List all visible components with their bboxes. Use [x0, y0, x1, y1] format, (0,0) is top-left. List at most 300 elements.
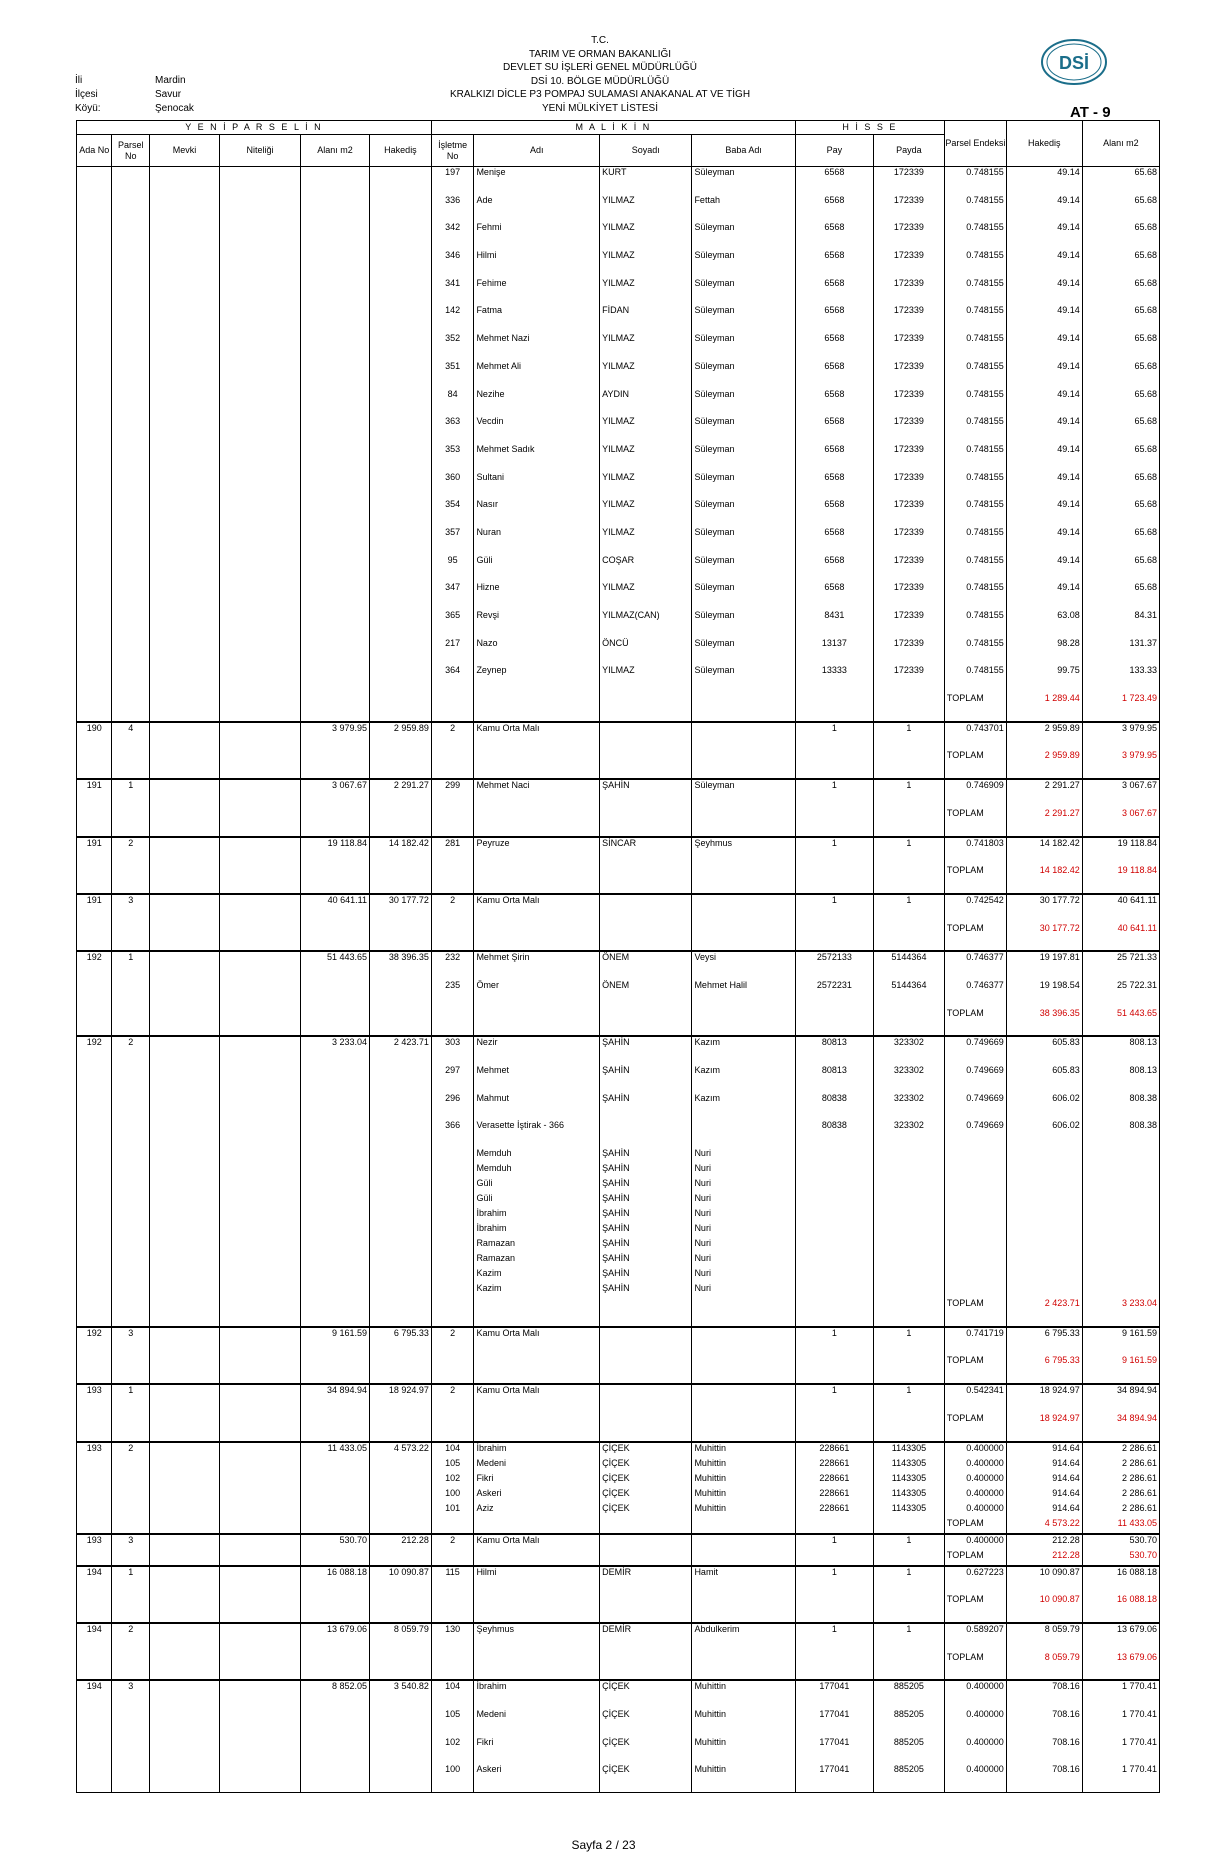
cell-ada — [77, 1093, 112, 1121]
cell-alan2: 65.68 — [1082, 389, 1159, 417]
cell-soy: ŞAHİN — [600, 1193, 692, 1208]
cell-adi: Memduh — [474, 1148, 600, 1163]
cell-alan: 11 433.05 — [301, 1442, 370, 1458]
cell-isl — [431, 1355, 474, 1384]
cell-hak2 — [1006, 1238, 1082, 1253]
cell-isl: 101 — [431, 1503, 474, 1518]
cell-alan — [301, 1458, 370, 1473]
cell-pay — [795, 808, 873, 837]
cell-adi: Fikri — [474, 1737, 600, 1765]
cell-hak2: 1 289.44 — [1006, 693, 1082, 722]
cell-alan — [301, 1268, 370, 1283]
cell-hak2: 708.16 — [1006, 1737, 1082, 1765]
cell-empty — [150, 389, 220, 417]
cell-adi: Medeni — [474, 1458, 600, 1473]
title-line: KRALKIZI DİCLE P3 POMPAJ SULAMASI ANAKANAL AT VE TİGH — [449, 89, 751, 100]
cell-alan: 3 979.95 — [301, 722, 370, 751]
table-row — [77, 1208, 1160, 1223]
table-row — [77, 837, 1160, 866]
cell-payda: 1 — [873, 894, 944, 923]
cell-alan2: 3 067.67 — [1082, 779, 1159, 808]
cell-payda: 5144364 — [873, 980, 944, 1008]
cell-hak: 8 059.79 — [370, 1623, 432, 1652]
cell-empty — [219, 305, 300, 333]
cell-hak2: 49.14 — [1006, 416, 1082, 444]
cell-isl — [431, 1518, 474, 1534]
cell-ada — [77, 195, 112, 223]
cell-alan — [301, 1223, 370, 1238]
cell-hak — [370, 1093, 432, 1121]
cell-hak: 38 396.35 — [370, 951, 432, 980]
table-row — [77, 1488, 1160, 1503]
cell-adi: İbrahim — [474, 1680, 600, 1709]
cell-ada — [77, 1298, 112, 1327]
cell-hak — [370, 665, 432, 693]
cell-empty — [219, 1709, 300, 1737]
cell-alan — [301, 1709, 370, 1737]
cell-endeks: 0.749669 — [944, 1065, 1006, 1093]
cell-endeks: 0.748155 — [944, 416, 1006, 444]
cell-soy — [600, 750, 692, 779]
cell-parsel — [112, 1709, 150, 1737]
cell-hak — [370, 638, 432, 666]
logo-text: DSİ — [1058, 53, 1090, 73]
cell-hak2: 6 795.33 — [1006, 1355, 1082, 1384]
cell-endeks: TOPLAM — [944, 693, 1006, 722]
cell-empty — [219, 722, 300, 751]
cell-pay: 177041 — [795, 1737, 873, 1765]
total-row — [77, 1550, 1160, 1566]
cell-baba — [692, 865, 795, 894]
cell-baba — [692, 1594, 795, 1623]
cell-hak — [370, 527, 432, 555]
cell-adi: Zeynep — [474, 665, 600, 693]
cell-hak2: 19 198.54 — [1006, 980, 1082, 1008]
cell-empty — [219, 865, 300, 894]
cell-ada — [77, 610, 112, 638]
cell-payda — [873, 1193, 944, 1208]
cell-hak — [370, 1594, 432, 1623]
cell-adi: Verasette İştirak - 366 — [474, 1120, 600, 1148]
group-header-malik: M A L İ K İ N — [431, 121, 795, 135]
cell-baba: Kazım — [692, 1036, 795, 1065]
cell-endeks: 0.742542 — [944, 894, 1006, 923]
cell-hak2: 212.28 — [1006, 1550, 1082, 1566]
cell-adi: Peyruze — [474, 837, 600, 866]
cell-baba: Muhittin — [692, 1503, 795, 1518]
cell-alan2: 1 723.49 — [1082, 693, 1159, 722]
cell-empty — [150, 195, 220, 223]
cell-soy: ŞAHİN — [600, 1268, 692, 1283]
cell-parsel — [112, 1355, 150, 1384]
cell-alan2: 2 286.61 — [1082, 1473, 1159, 1488]
cell-empty — [150, 1223, 220, 1238]
cell-hak2: 49.14 — [1006, 167, 1082, 195]
cell-parsel: 1 — [112, 1566, 150, 1595]
cell-payda: 172339 — [873, 582, 944, 610]
cell-adi — [474, 750, 600, 779]
cell-alan2: 65.68 — [1082, 472, 1159, 500]
cell-hak — [370, 1458, 432, 1473]
total-row — [77, 1298, 1160, 1327]
cell-hak — [370, 250, 432, 278]
cell-isl: 217 — [431, 638, 474, 666]
cell-alan2: 3 233.04 — [1082, 1298, 1159, 1327]
cell-baba: Nuri — [692, 1223, 795, 1238]
cell-isl — [431, 1238, 474, 1253]
cell-isl — [431, 1268, 474, 1283]
cell-alan: 530.70 — [301, 1534, 370, 1550]
cell-hak: 4 573.22 — [370, 1442, 432, 1458]
cell-endeks — [944, 1148, 1006, 1163]
cell-soy: SİNCAR — [600, 837, 692, 866]
cell-parsel — [112, 750, 150, 779]
cell-adi: Kazim — [474, 1268, 600, 1283]
cell-baba: Muhittin — [692, 1680, 795, 1709]
table-row — [77, 1764, 1160, 1792]
cell-empty — [219, 951, 300, 980]
cell-empty — [150, 665, 220, 693]
cell-endeks — [944, 1193, 1006, 1208]
cell-ada — [77, 555, 112, 583]
cell-alan2: 34 894.94 — [1082, 1413, 1159, 1442]
cell-endeks: 0.748155 — [944, 305, 1006, 333]
cell-hak — [370, 1550, 432, 1566]
cell-adi: Askeri — [474, 1764, 600, 1792]
cell-payda — [873, 1550, 944, 1566]
cell-parsel — [112, 499, 150, 527]
cell-adi — [474, 923, 600, 952]
table-row — [77, 1223, 1160, 1238]
cell-alan — [301, 472, 370, 500]
cell-hak2: 18 924.97 — [1006, 1384, 1082, 1413]
cell-baba: Kazım — [692, 1093, 795, 1121]
cell-isl: 297 — [431, 1065, 474, 1093]
cell-ada — [77, 1355, 112, 1384]
cell-alan — [301, 333, 370, 361]
cell-soy: DEMİR — [600, 1566, 692, 1595]
cell-endeks: 0.748155 — [944, 444, 1006, 472]
cell-ada: 192 — [77, 1327, 112, 1356]
cell-adi: Mehmet — [474, 1065, 600, 1093]
title-line: DEVLET SU İŞLERİ GENEL MÜDÜRLÜĞÜ — [503, 62, 697, 73]
cell-soy: ŞAHİN — [600, 1065, 692, 1093]
cell-alan — [301, 195, 370, 223]
cell-empty — [150, 222, 220, 250]
cell-empty — [219, 1008, 300, 1037]
cell-soy: ÇİÇEK — [600, 1503, 692, 1518]
cell-payda — [873, 1268, 944, 1283]
cell-baba — [692, 1652, 795, 1681]
cell-soy — [600, 1413, 692, 1442]
cell-endeks: 0.748155 — [944, 582, 1006, 610]
cell-soy: COŞAR — [600, 555, 692, 583]
cell-empty — [150, 1327, 220, 1356]
cell-empty — [219, 1458, 300, 1473]
cell-payda: 1 — [873, 779, 944, 808]
table-row — [77, 472, 1160, 500]
cell-alan2 — [1082, 1178, 1159, 1193]
cell-parsel — [112, 1458, 150, 1473]
cell-payda — [873, 808, 944, 837]
cell-hak2: 914.64 — [1006, 1473, 1082, 1488]
cell-soy — [600, 1298, 692, 1327]
cell-parsel — [112, 361, 150, 389]
cell-alan2: 9 161.59 — [1082, 1327, 1159, 1356]
cell-adi: Askeri — [474, 1488, 600, 1503]
cell-soy: DEMİR — [600, 1623, 692, 1652]
cell-soy — [600, 1550, 692, 1566]
cell-ada: 193 — [77, 1534, 112, 1550]
cell-baba: Süleyman — [692, 527, 795, 555]
cell-hak: 2 291.27 — [370, 779, 432, 808]
cell-endeks: TOPLAM — [944, 1550, 1006, 1566]
cell-ada — [77, 1253, 112, 1268]
cell-endeks: 0.741803 — [944, 837, 1006, 866]
cell-parsel — [112, 1473, 150, 1488]
cell-isl — [431, 808, 474, 837]
cell-parsel — [112, 923, 150, 952]
total-row — [77, 923, 1160, 952]
cell-alan2: 2 286.61 — [1082, 1458, 1159, 1473]
cell-parsel — [112, 278, 150, 306]
cell-hak — [370, 167, 432, 195]
cell-pay — [795, 1413, 873, 1442]
cell-adi: Kamu Orta Malı — [474, 894, 600, 923]
cell-isl: 235 — [431, 980, 474, 1008]
cell-alan: 19 118.84 — [301, 837, 370, 866]
cell-alan2: 65.68 — [1082, 527, 1159, 555]
cell-baba: Süleyman — [692, 638, 795, 666]
cell-baba: Süleyman — [692, 444, 795, 472]
col-pay: Pay — [795, 135, 873, 167]
cell-endeks: TOPLAM — [944, 1413, 1006, 1442]
cell-empty — [150, 779, 220, 808]
col-alani2: Alanı m2 — [1082, 121, 1159, 167]
cell-soy: YILMAZ — [600, 444, 692, 472]
cell-hak2: 30 177.72 — [1006, 894, 1082, 923]
table-row — [77, 1737, 1160, 1765]
cell-empty — [219, 1148, 300, 1163]
cell-empty — [150, 1384, 220, 1413]
cell-empty — [150, 693, 220, 722]
cell-alan — [301, 1238, 370, 1253]
cell-payda: 172339 — [873, 444, 944, 472]
cell-soy: ÖNEM — [600, 951, 692, 980]
col-adi: Adı — [474, 135, 600, 167]
cell-empty — [219, 195, 300, 223]
cell-endeks: 0.748155 — [944, 555, 1006, 583]
cell-baba: Mehmet Halil — [692, 980, 795, 1008]
cell-pay: 1 — [795, 1566, 873, 1595]
cell-payda: 172339 — [873, 167, 944, 195]
cell-pay: 13137 — [795, 638, 873, 666]
cell-alan2: 65.68 — [1082, 416, 1159, 444]
cell-endeks: 0.746377 — [944, 980, 1006, 1008]
cell-soy: YILMAZ — [600, 333, 692, 361]
cell-baba: Süleyman — [692, 305, 795, 333]
cell-isl: 353 — [431, 444, 474, 472]
cell-alan2: 11 433.05 — [1082, 1518, 1159, 1534]
cell-ada — [77, 1193, 112, 1208]
cell-endeks — [944, 1223, 1006, 1238]
cell-hak — [370, 222, 432, 250]
cell-adi — [474, 1594, 600, 1623]
cell-endeks: 0.400000 — [944, 1503, 1006, 1518]
cell-parsel — [112, 1120, 150, 1148]
cell-pay: 6568 — [795, 389, 873, 417]
cell-alan — [301, 499, 370, 527]
cell-payda — [873, 1148, 944, 1163]
cell-alan — [301, 250, 370, 278]
cell-hak — [370, 1709, 432, 1737]
cell-soy: ŞAHİN — [600, 1238, 692, 1253]
table-row — [77, 1036, 1160, 1065]
cell-parsel: 2 — [112, 1036, 150, 1065]
table-row — [77, 1065, 1160, 1093]
cell-endeks: 0.748155 — [944, 665, 1006, 693]
cell-baba — [692, 1534, 795, 1550]
table-row — [77, 1442, 1160, 1458]
cell-alan2: 2 286.61 — [1082, 1503, 1159, 1518]
cell-alan2: 131.37 — [1082, 638, 1159, 666]
cell-ada — [77, 638, 112, 666]
cell-empty — [150, 1737, 220, 1765]
cell-endeks: 0.749669 — [944, 1120, 1006, 1148]
cell-alan — [301, 1518, 370, 1534]
table-body — [77, 167, 1160, 1793]
cell-payda — [873, 693, 944, 722]
cell-alan2: 9 161.59 — [1082, 1355, 1159, 1384]
cell-isl: 95 — [431, 555, 474, 583]
table-row — [77, 1680, 1160, 1709]
cell-isl — [431, 1163, 474, 1178]
cell-payda: 1 — [873, 837, 944, 866]
cell-alan — [301, 1120, 370, 1148]
cell-alan2: 530.70 — [1082, 1534, 1159, 1550]
cell-empty — [219, 894, 300, 923]
col-parsel-endeksi: Parsel Endeksi — [944, 121, 1006, 167]
cell-adi: Hizne — [474, 582, 600, 610]
cell-adi — [474, 1008, 600, 1037]
dsi-logo-icon — [1040, 38, 1108, 86]
cell-isl: 142 — [431, 305, 474, 333]
cell-alan — [301, 1764, 370, 1792]
cell-baba — [692, 1327, 795, 1356]
cell-hak — [370, 278, 432, 306]
cell-alan2: 65.68 — [1082, 499, 1159, 527]
cell-ada — [77, 1268, 112, 1283]
cell-adi: Ömer — [474, 980, 600, 1008]
cell-ada — [77, 582, 112, 610]
cell-isl: 105 — [431, 1709, 474, 1737]
col-ada-no: Ada No — [77, 135, 112, 167]
cell-empty — [219, 1238, 300, 1253]
cell-alan — [301, 1298, 370, 1327]
cell-alan: 13 679.06 — [301, 1623, 370, 1652]
cell-pay — [795, 1193, 873, 1208]
cell-empty — [150, 1178, 220, 1193]
cell-pay: 80813 — [795, 1036, 873, 1065]
cell-soy: ŞAHİN — [600, 1178, 692, 1193]
cell-empty — [219, 1120, 300, 1148]
cell-parsel — [112, 167, 150, 195]
cell-endeks: 0.400000 — [944, 1458, 1006, 1473]
cell-empty — [150, 527, 220, 555]
cell-isl: 281 — [431, 837, 474, 866]
cell-soy — [600, 1384, 692, 1413]
cell-hak2: 914.64 — [1006, 1503, 1082, 1518]
cell-payda — [873, 1178, 944, 1193]
cell-hak2 — [1006, 1223, 1082, 1238]
cell-soy — [600, 1652, 692, 1681]
total-row — [77, 693, 1160, 722]
cell-soy: ŞAHİN — [600, 1036, 692, 1065]
cell-hak2: 10 090.87 — [1006, 1566, 1082, 1595]
cell-payda: 5144364 — [873, 951, 944, 980]
cell-parsel — [112, 444, 150, 472]
cell-alan2 — [1082, 1163, 1159, 1178]
cell-adi: Nezir — [474, 1036, 600, 1065]
cell-soy — [600, 865, 692, 894]
table-row — [77, 1458, 1160, 1473]
cell-hak — [370, 1163, 432, 1178]
cell-alan2 — [1082, 1268, 1159, 1283]
cell-ada — [77, 1503, 112, 1518]
cell-alan2: 2 286.61 — [1082, 1488, 1159, 1503]
cell-pay — [795, 1008, 873, 1037]
cell-ada — [77, 665, 112, 693]
cell-payda — [873, 1413, 944, 1442]
cell-hak — [370, 1518, 432, 1534]
table-row — [77, 1327, 1160, 1356]
cell-soy: ŞAHİN — [600, 1148, 692, 1163]
cell-parsel — [112, 665, 150, 693]
title-line: TARIM VE ORMAN BAKANLIĞI — [528, 48, 672, 60]
cell-alan2: 65.68 — [1082, 195, 1159, 223]
cell-isl: 364 — [431, 665, 474, 693]
cell-parsel — [112, 1488, 150, 1503]
cell-alan2 — [1082, 1238, 1159, 1253]
cell-alan2: 65.68 — [1082, 167, 1159, 195]
cell-ada — [77, 923, 112, 952]
cell-empty — [219, 750, 300, 779]
cell-hak2: 708.16 — [1006, 1764, 1082, 1792]
cell-adi — [474, 1518, 600, 1534]
table-row — [77, 1178, 1160, 1193]
cell-adi: Nezihe — [474, 389, 600, 417]
cell-parsel — [112, 527, 150, 555]
cell-alan2 — [1082, 1193, 1159, 1208]
cell-hak — [370, 1355, 432, 1384]
cell-pay: 6568 — [795, 361, 873, 389]
cell-pay — [795, 1518, 873, 1534]
group-header-yeni-parsel: Y E N İ P A R S E L İ N — [77, 121, 432, 135]
cell-soy — [600, 1518, 692, 1534]
cell-isl — [431, 865, 474, 894]
cell-pay: 80838 — [795, 1093, 873, 1121]
cell-adi: İbrahim — [474, 1208, 600, 1223]
cell-isl: 365 — [431, 610, 474, 638]
cell-adi — [474, 865, 600, 894]
cell-alan — [301, 1413, 370, 1442]
cell-hak: 14 182.42 — [370, 837, 432, 866]
cell-parsel — [112, 1594, 150, 1623]
cell-baba: Muhittin — [692, 1709, 795, 1737]
cell-hak — [370, 1008, 432, 1037]
cell-empty — [150, 1680, 220, 1709]
cell-hak — [370, 499, 432, 527]
